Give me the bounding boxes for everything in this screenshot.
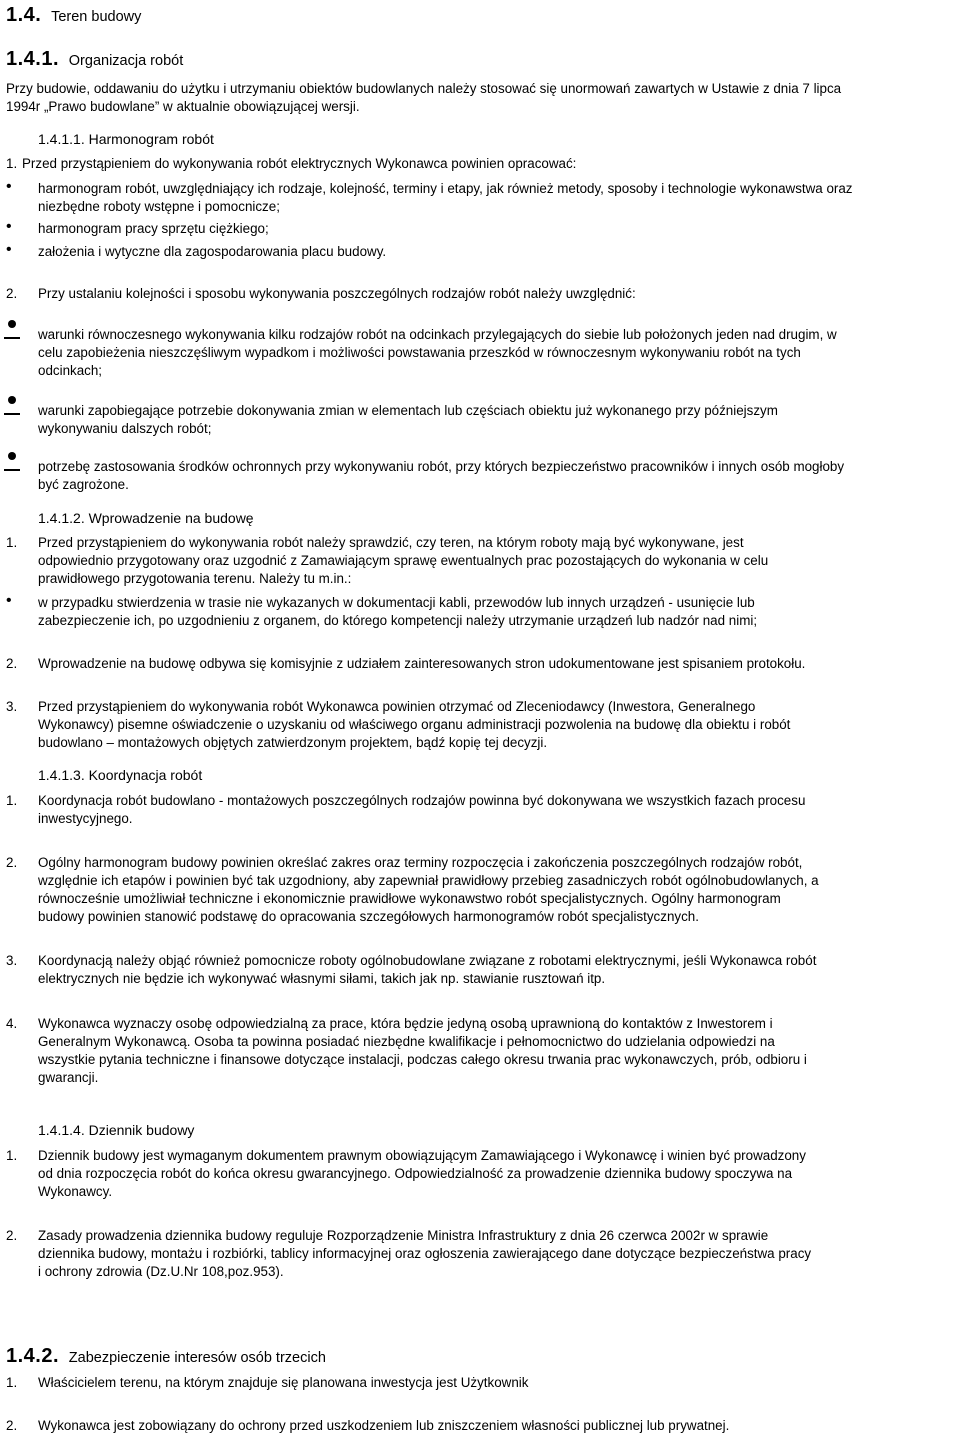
list-number: 4. <box>6 1016 18 1031</box>
list-text: Generalnym Wykonawcą. Osoba ta powinna posiadać niezbędne kwalifikacje i pełnomocnictwo do udzielania odpowiedzi na <box>38 1034 775 1049</box>
bullet-text: założenia i wytyczne dla zagospodarowania placu budowy. <box>38 244 387 259</box>
intro-line: 1994r „Prawo budowlane” w aktualnie obowiązującej wersji. <box>6 99 360 114</box>
list-text: odpowiednio przygotowany oraz uzgodnić z Zamawiającym sprawę ewentualnych prac pozostających do wykonania w celu <box>38 553 769 568</box>
list-text: równocześnie umożliwiał techniczne i ekonomicznie prawidłowe wykonawstwo robót specjalistycznych. Ogólny harmonogram <box>38 891 781 906</box>
list-text: Właścicielem terenu, na którym znajduje się planowana inwestycja jest Użytkownik <box>38 1375 529 1390</box>
list-text: Koordynacja robót budowlano - montażowych poszczególnych rodzajów powinna być dokonywana we wszystkich fazach procesu <box>38 793 806 808</box>
list-text: Wykonawca jest zobowiązany do ochrony przed uszkodzeniem lub zniszczeniem własności publicznej lub prywatnej. <box>38 1418 730 1433</box>
list-number: 2. <box>6 1418 18 1433</box>
bullet-text: niezbędne roboty wstępne i pomocnicze; <box>38 199 280 214</box>
pushpin-bullet-icon <box>4 396 20 418</box>
list-text: budowy powinien stanowić podstawę do opracowania szczegółowych harmonogramów robót specjalistycznych. <box>38 909 699 924</box>
section-heading-1-4 <box>6 4 141 27</box>
list-text: Wykonawcy) pisemne oświadczenie o uzyskaniu od właściwego organu administracji pozwolenia na budowę dla obiektu i robót <box>38 717 791 732</box>
list-text: dziennika budowy, montażu i rozbiórki, tablicy informacyjnej oraz ogłoszenia zawierającego dane dotyczące bezpieczeństwa pracy <box>38 1246 812 1261</box>
list-text: zabezpieczenie ich, po uzgodnieniu z organem, do którego kompetencji należy utrzymanie urządzeń lub nadzór nad nimi; <box>38 613 758 628</box>
list-text: Koordynacją należy objąć również pomocnicze roboty ogólnobudowlane związane z robotami elektrycznymi, jeśli Wykonawca robót <box>38 953 817 968</box>
list-text: względnie ich etapów i powinien być tak uzgodniony, aby zapewniał prawidłowy przebieg zasadniczych robót ogólnobudowlanych, a <box>38 873 819 888</box>
list-number: 1. <box>6 1148 18 1163</box>
list-text: odcinkach; <box>38 363 103 378</box>
list-number: 2. <box>6 1228 18 1243</box>
subsection-heading: 1.4.1.4. Dziennik budowy <box>38 1122 195 1138</box>
list-text: gwarancji. <box>38 1070 99 1085</box>
list-text: i ochrony zdrowia (Dz.U.Nr 108,poz.953). <box>38 1264 284 1279</box>
heading-number: 1.4.2. <box>6 1345 60 1367</box>
heading-number: 1.4.1. <box>6 48 60 70</box>
list-text: Dziennik budowy jest wymaganym dokumentem prawnym obowiązującym Zamawiającego i Wykonawcę i winien być prowadzony <box>38 1148 806 1163</box>
pushpin-bullet-icon <box>4 452 20 474</box>
heading-title: Teren budowy <box>51 9 142 25</box>
heading-title: Zabezpieczenie interesów osób trzecich <box>68 1350 326 1366</box>
list-number: 1. <box>6 793 18 808</box>
list-text: od dnia rozpoczęcia robót do końca okresu gwarancyjnego. Odpowiedzialność za prowadzenie dziennika budowy spoczywa na <box>38 1166 793 1181</box>
bullet: • <box>6 592 12 609</box>
list-text: w przypadku stwierdzenia w trasie nie wykazanych w dokumentacji kabli, przewodów lub innych urządzeń - usunięcie lub <box>38 595 755 610</box>
list-text: Przed przystąpieniem do wykonywania robót Wykonawca powinien otrzymać od Zleceniodawcy (Inwestora, Generalnego <box>38 699 756 714</box>
heading-title: Organizacja robót <box>68 53 184 69</box>
section-heading-1-4-2 <box>6 1345 326 1368</box>
bullet: • <box>6 218 12 235</box>
bullet: • <box>6 178 12 195</box>
list-number: 3. <box>6 699 18 714</box>
subsection-heading: 1.4.1.3. Koordynacja robót <box>38 767 203 783</box>
list-text: wykonywaniu dalszych robót; <box>38 421 212 436</box>
subsection-heading: 1.4.1.2. Wprowadzenie na budowę <box>38 510 254 526</box>
list-text: inwestycyjnego. <box>38 811 133 826</box>
list-number: 2. <box>6 286 18 301</box>
pushpin-bullet-icon <box>4 320 20 342</box>
list-text: elektrycznych nie będzie ich wykonywać własnymi siłami, takich jak np. stawianie rusztowań itp. <box>38 971 606 986</box>
list-text: Ogólny harmonogram budowy powinien określać zakres oraz terminy rozpoczęcia i zakończenia poszczególnych rodzajów robót, <box>38 855 803 870</box>
list-text: budowlano – montażowych objętych zatwierdzonym projektem, bądź kopię tej decyzji. <box>38 735 548 750</box>
list-text: wszystkie pytania techniczne i finansowe dotyczące instalacji, podczas całego okresu trwania prac wykonawczych, prób, odbioru i <box>38 1052 807 1067</box>
list-number: 3. <box>6 953 18 968</box>
list-text: Wprowadzenie na budowę odbywa się komisyjnie z udziałem zainteresowanych stron udokumentowane jest spisaniem protokołu. <box>38 656 806 671</box>
list-text: Wykonawcy. <box>38 1184 113 1199</box>
intro-line: Przy budowie, oddawaniu do użytku i utrzymaniu obiektów budowlanych należy stosować się unormowań zawartych w Ustawie z dnia 7 lipca <box>6 81 842 96</box>
list-text: być zagrożone. <box>38 477 129 492</box>
list-text: potrzebę zastosowania środków ochronnych przy wykonywaniu robót, przy których bezpieczeństwo pracowników i innych osób mogłoby <box>38 459 845 474</box>
list-number: 2. <box>6 656 18 671</box>
list-text: Przed przystąpieniem do wykonywania robót należy sprawdzić, czy teren, na którym roboty mają być wykonywane, jest <box>38 535 744 550</box>
list-text: Zasady prowadzenia dziennika budowy reguluje Rozporządzenie Ministra Infrastruktury z dnia 26 czerwca 2002r w sprawie <box>38 1228 769 1243</box>
bullet-text: harmonogram pracy sprzętu ciężkiego; <box>38 221 269 236</box>
list-text: prawidłowego przygotowania terenu. Należy tu m.in.: <box>38 571 352 586</box>
list-text: warunki zapobiegające potrzebie dokonywania zmian w elementach lub częściach obiektu już wykonanego przy późniejszym <box>38 403 778 418</box>
list-text: warunki równoczesnego wykonywania kilku rodzajów robót na odcinkach przylegających do siebie lub położonych jeden nad drugim, w <box>38 327 837 342</box>
paragraph-text: Przy ustalaniu kolejności i sposobu wykonywania poszczególnych rodzajów robót należy uwzględnić: <box>38 286 636 301</box>
bullet-text: harmonogram robót, uwzględniający ich rodzaje, kolejność, terminy i etapy, jak również metody, sposoby i technologie wykonawstwa oraz <box>38 181 853 196</box>
heading-number: 1.4. <box>6 4 42 26</box>
section-heading-1-4-1 <box>6 48 183 71</box>
list-text: Wykonawca wyznaczy osobę odpowiedzialną za prace, która będzie jedyną osobą uprawnioną do kontaktów z Inwestorem i <box>38 1016 773 1031</box>
list-number: 1. <box>6 1375 18 1390</box>
list-number: 1. <box>6 535 18 550</box>
paragraph-text: Przed przystąpieniem do wykonywania robót elektrycznych Wykonawca powinien opracować: <box>22 156 577 171</box>
list-text: celu zapobieżenia nieszczęśliwym wypadkom i możliwości powstawania przeszkód w równoczesnym wykonywaniu robót na tych <box>38 345 801 360</box>
subsection-heading: 1.4.1.1. Harmonogram robót <box>38 131 214 147</box>
list-number: 1. <box>6 156 18 171</box>
list-number: 2. <box>6 855 18 870</box>
bullet: • <box>6 241 12 258</box>
